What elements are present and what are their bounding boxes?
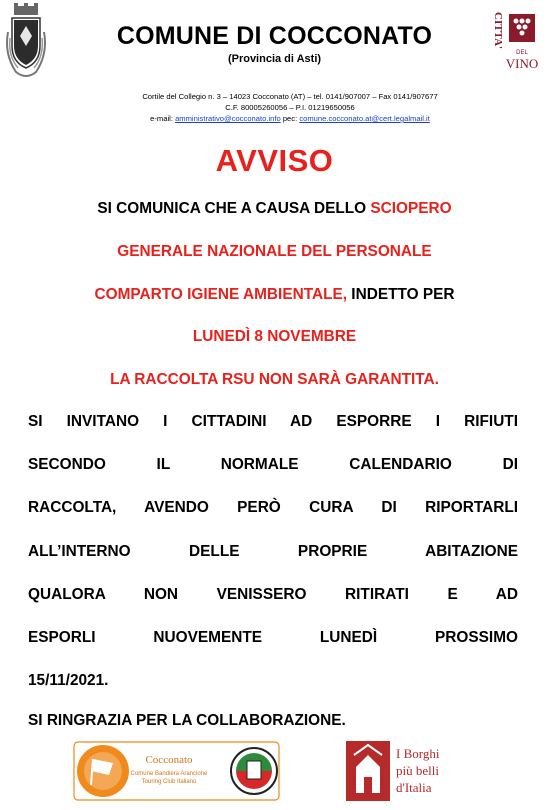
notice-line-3-text: INDETTO PER — [347, 286, 455, 303]
body-line: SI INVITANO I CITTADINI AD ESPORRE I RIFIUTI — [28, 413, 518, 430]
province-subtitle: (Provincia di Asti) — [227, 53, 322, 65]
notice-line-3 — [0, 286, 549, 304]
notice-line-1-text: SI COMUNICA CHE A CAUSA DELLO — [97, 200, 371, 217]
svg-text:VINO: VINO — [505, 56, 539, 71]
svg-text:Touring Club Italiano: Touring Club Italiano — [141, 779, 197, 785]
svg-text:Cocconato: Cocconato — [145, 754, 193, 766]
notice-line-2: GENERALE NAZIONALE DEL PERSONALE — [117, 243, 432, 260]
svg-text:Comune Bandiera Arancione: Comune Bandiera Arancione — [130, 771, 208, 777]
contact-emails — [100, 113, 480, 124]
body-line: SECONDO IL NORMALE CALENDARIO DI — [28, 456, 518, 473]
body-line: RACCOLTA, AVENDO PERÒ CURA DI RIPORTARLI — [28, 499, 518, 516]
pec-label: pec: — [282, 114, 298, 123]
thanks-line: SI RINGRAZIA PER LA COLLABORAZIONE. — [28, 712, 346, 729]
contact-tax-ids: C.F. 80005260056 – P.I. 01219650056 — [225, 103, 355, 112]
body-line: ALL’INTERNO DELLE PROPRIE ABITAZIONE — [28, 543, 518, 560]
body-line: QUALORA NON VENISSERO RITIRATI E AD — [28, 586, 518, 603]
svg-text:CITTA': CITTA' — [492, 12, 504, 50]
page-title: COMUNE DI COCCONATO — [116, 22, 433, 50]
bandiera-arancione-logo — [73, 741, 280, 801]
svg-text:I Borghi: I Borghi — [396, 746, 440, 761]
email-link[interactable]: amministrativo@cocconato.info — [175, 114, 281, 123]
svg-text:DEL: DEL — [516, 50, 528, 56]
notice-date-line: LUNEDÌ 8 NOVEMBRE — [192, 328, 357, 345]
notice-collection-line: LA RACCOLTA RSU NON SARÀ GARANTITA. — [110, 371, 439, 388]
notice-line-1 — [0, 200, 549, 218]
svg-text:d'Italia: d'Italia — [396, 780, 432, 795]
body-line: ESPORLI NUOVEMENTE LUNEDÌ PROSSIMO — [28, 629, 518, 646]
notice-heading: AVVISO — [215, 143, 334, 178]
pec-link[interactable]: comune.cocconato.at@cert.legalmail.it — [299, 114, 430, 123]
contact-address: Cortile del Collegio n. 3 – 14023 Cocconato (AT) – tel. 0141/907007 – Fax 0141/907677 — [142, 92, 438, 101]
svg-text:più belli: più belli — [396, 763, 439, 778]
email-label: e-mail: — [150, 114, 173, 123]
notice-line-3-highlight: COMPARTO IGIENE AMBIENTALE, — [94, 286, 348, 303]
body-date: 15/11/2021. — [28, 672, 109, 689]
borghi-piu-belli-logo — [346, 741, 472, 801]
notice-line-1-highlight: SCIOPERO — [370, 200, 452, 217]
